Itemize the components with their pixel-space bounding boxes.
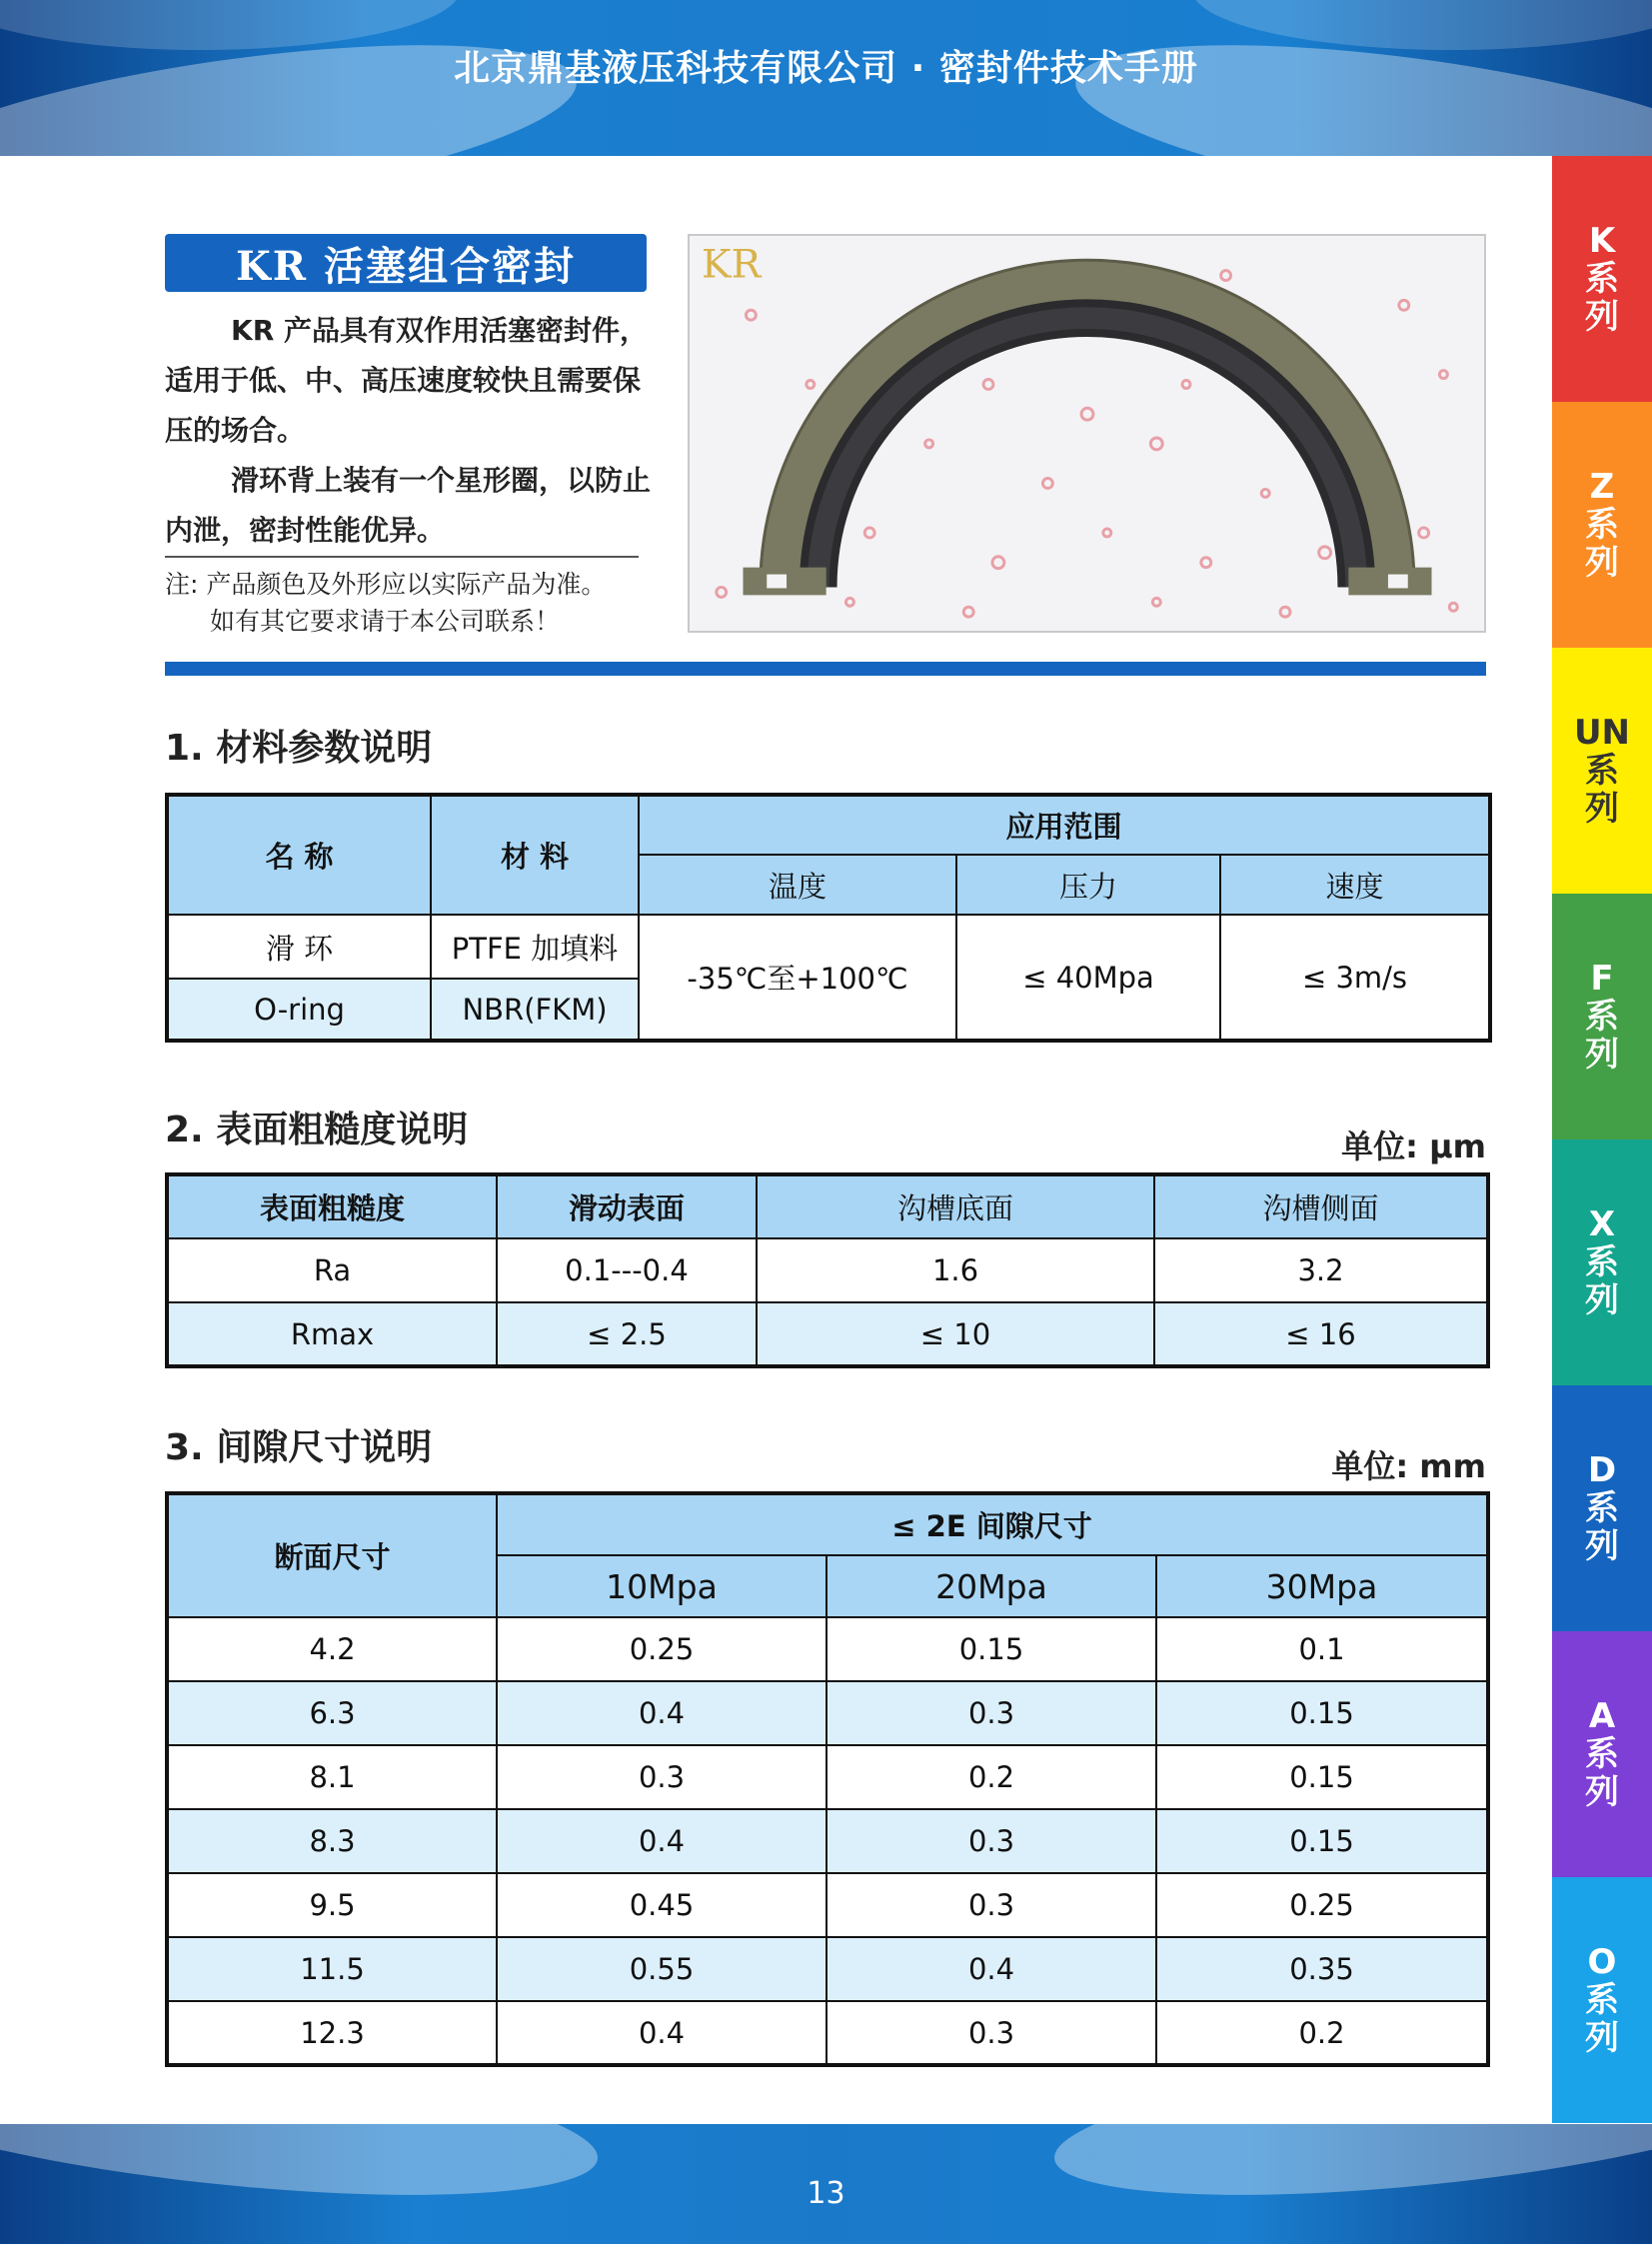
- table-cell: Ra: [167, 1238, 497, 1302]
- divider: [165, 556, 639, 558]
- side-tab-text: 列: [1585, 297, 1619, 337]
- table-cell: Rmax: [167, 1302, 497, 1366]
- side-tab-text: 列: [1585, 789, 1619, 829]
- page-number: 13: [807, 2176, 845, 2211]
- table-cell: 12.3: [167, 2001, 497, 2065]
- table-row: [167, 1238, 1488, 1302]
- materials-table: [165, 793, 1492, 1043]
- table-cell: 0.1: [1156, 1617, 1488, 1681]
- series-side-tabs: [1552, 156, 1652, 2123]
- side-tab-f-series[interactable]: [1552, 894, 1652, 1139]
- product-photo: [688, 234, 1486, 633]
- header-temperature: 温度: [639, 855, 956, 915]
- header-gap-size: ≤ 2E 间隙尺寸: [497, 1493, 1488, 1555]
- table-cell: PTFE 加填料: [431, 915, 639, 979]
- side-tab-text: 系: [1585, 1734, 1619, 1774]
- roughness-table: [165, 1172, 1490, 1368]
- side-tab-letter: F: [1590, 959, 1614, 999]
- table-cell: ≤ 16: [1154, 1302, 1488, 1366]
- header-10mpa: 10Mpa: [497, 1555, 826, 1617]
- table-cell: 0.4: [497, 1809, 826, 1873]
- table-cell-pressure: ≤ 40Mpa: [956, 915, 1220, 1041]
- table-cell: 8.3: [167, 1809, 497, 1873]
- table-header: 表面粗糙度: [167, 1174, 497, 1238]
- table-cell: 11.5: [167, 1937, 497, 2001]
- table-row: [167, 1681, 1488, 1745]
- table-row: [167, 1745, 1488, 1809]
- table-cell: 0.55: [497, 1937, 826, 2001]
- table-cell: 6.3: [167, 1681, 497, 1745]
- table-header: 沟槽底面: [757, 1174, 1154, 1238]
- table-cell: 4.2: [167, 1617, 497, 1681]
- table-cell: 0.3: [826, 2001, 1156, 2065]
- table-row: [167, 1809, 1488, 1873]
- note-line: 注: 产品颜色及外形应以实际产品为准。: [165, 570, 607, 599]
- side-tab-letter: A: [1588, 1696, 1616, 1736]
- table-cell: 9.5: [167, 1873, 497, 1937]
- side-tab-text: 列: [1585, 1772, 1619, 1812]
- side-tab-a-series[interactable]: [1552, 1631, 1652, 1877]
- table-cell: ≤ 2.5: [497, 1302, 757, 1366]
- table-cell-speed: ≤ 3m/s: [1220, 915, 1490, 1041]
- side-tab-un-series[interactable]: [1552, 648, 1652, 894]
- table-cell: 1.6: [757, 1238, 1154, 1302]
- side-tab-text: 列: [1585, 543, 1619, 583]
- section-divider-bar: [165, 662, 1486, 676]
- header-title: 北京鼎基液压科技有限公司 · 密封件技术手册: [454, 48, 1198, 89]
- table-cell: 0.15: [826, 1617, 1156, 1681]
- table-cell: 8.1: [167, 1745, 497, 1809]
- table-cell: 0.25: [1156, 1873, 1488, 1937]
- header-30mpa: 30Mpa: [1156, 1555, 1488, 1617]
- table-row: [167, 1873, 1488, 1937]
- header-material: 材 料: [431, 795, 639, 915]
- table-cell: 3.2: [1154, 1238, 1488, 1302]
- side-tab-text: 列: [1585, 1280, 1619, 1320]
- gap-size-table: [165, 1491, 1490, 2067]
- unit-label: 单位: μm: [1341, 1127, 1486, 1165]
- section-title-roughness: 2. 表面粗糙度说明: [165, 1110, 469, 1150]
- side-tab-text: 系: [1585, 1242, 1619, 1282]
- header-section-size: 断面尺寸: [167, 1493, 497, 1617]
- table-cell: 0.2: [826, 1745, 1156, 1809]
- table-cell: 0.3: [826, 1681, 1156, 1745]
- table-cell: 0.15: [1156, 1745, 1488, 1809]
- note-line: 如有其它要求请于本公司联系！: [210, 607, 561, 636]
- description-line: 适用于低、中、高压速度较快且需要保: [165, 364, 642, 397]
- header-application-range: 应用范围: [639, 795, 1490, 855]
- table-row: [167, 2001, 1488, 2065]
- side-tab-text: 系: [1585, 997, 1619, 1037]
- table-cell: 0.35: [1156, 1937, 1488, 2001]
- header-name: 名 称: [167, 795, 431, 915]
- kr-seal-illustration: [690, 236, 1484, 631]
- side-tab-letter: O: [1587, 1942, 1617, 1982]
- table-cell: 0.1---0.4: [497, 1238, 757, 1302]
- table-cell: 0.25: [497, 1617, 826, 1681]
- table-cell: NBR(FKM): [431, 979, 639, 1041]
- table-cell: 0.3: [497, 1745, 826, 1809]
- product-title: KR 活塞组合密封: [165, 234, 647, 292]
- header-pressure: 压力: [956, 855, 1220, 915]
- table-cell: 0.4: [497, 1681, 826, 1745]
- side-tab-letter: Z: [1589, 467, 1615, 507]
- table-cell: 0.2: [1156, 2001, 1488, 2065]
- page-header: [0, 0, 1652, 156]
- description-line: 滑环背上装有一个星形圈，以防止: [231, 464, 652, 497]
- table-header: 滑动表面: [497, 1174, 757, 1238]
- side-tab-text: 系: [1585, 1980, 1619, 2020]
- side-tab-letter: UN: [1573, 713, 1631, 753]
- table-cell: 0.4: [826, 1937, 1156, 2001]
- side-tab-text: 列: [1585, 1526, 1619, 1566]
- unit-label: 单位: mm: [1331, 1447, 1486, 1485]
- table-cell: 0.45: [497, 1873, 826, 1937]
- table-row: [167, 1937, 1488, 2001]
- product-image-label: KR: [701, 241, 762, 288]
- side-tab-text: 系: [1585, 505, 1619, 545]
- side-tab-d-series[interactable]: [1552, 1385, 1652, 1631]
- side-tab-z-series[interactable]: [1552, 402, 1652, 648]
- side-tab-text: 列: [1585, 1035, 1619, 1075]
- table-row: [167, 1617, 1488, 1681]
- side-tab-letter: K: [1588, 221, 1616, 261]
- side-tab-o-series[interactable]: [1552, 1877, 1652, 2123]
- side-tab-text: 列: [1585, 2018, 1619, 2058]
- table-cell: O-ring: [167, 979, 431, 1041]
- section-title-gap: 3. 间隙尺寸说明: [165, 1427, 433, 1468]
- side-tab-letter: D: [1587, 1450, 1617, 1490]
- side-tab-text: 系: [1585, 1488, 1619, 1528]
- table-cell: 0.15: [1156, 1681, 1488, 1745]
- table-header: 沟槽侧面: [1154, 1174, 1488, 1238]
- section-title-materials: 1. 材料参数说明: [165, 728, 433, 769]
- product-note: [165, 566, 655, 640]
- description-line: 内泄，密封性能优异。: [165, 514, 446, 547]
- side-tab-k-series[interactable]: [1552, 156, 1652, 402]
- table-cell: 滑 环: [167, 915, 431, 979]
- table-cell: 0.3: [826, 1809, 1156, 1873]
- side-tab-x-series[interactable]: [1552, 1139, 1652, 1385]
- table-row: [167, 1302, 1488, 1366]
- side-tab-text: 系: [1585, 259, 1619, 299]
- description-line: 压的场合。: [165, 414, 306, 447]
- table-cell: 0.4: [497, 2001, 826, 2065]
- side-tab-text: 系: [1585, 751, 1619, 791]
- table-cell: 0.15: [1156, 1809, 1488, 1873]
- header-20mpa: 20Mpa: [826, 1555, 1156, 1617]
- description-line: KR 产品具有双作用活塞密封件，: [231, 314, 649, 347]
- table-cell-temperature: -35℃至+100℃: [639, 915, 956, 1041]
- product-description: [165, 306, 655, 556]
- table-cell: 0.3: [826, 1873, 1156, 1937]
- side-tab-letter: X: [1588, 1204, 1616, 1244]
- page-footer: [0, 2124, 1652, 2244]
- header-speed: 速度: [1220, 855, 1490, 915]
- table-cell: ≤ 10: [757, 1302, 1154, 1366]
